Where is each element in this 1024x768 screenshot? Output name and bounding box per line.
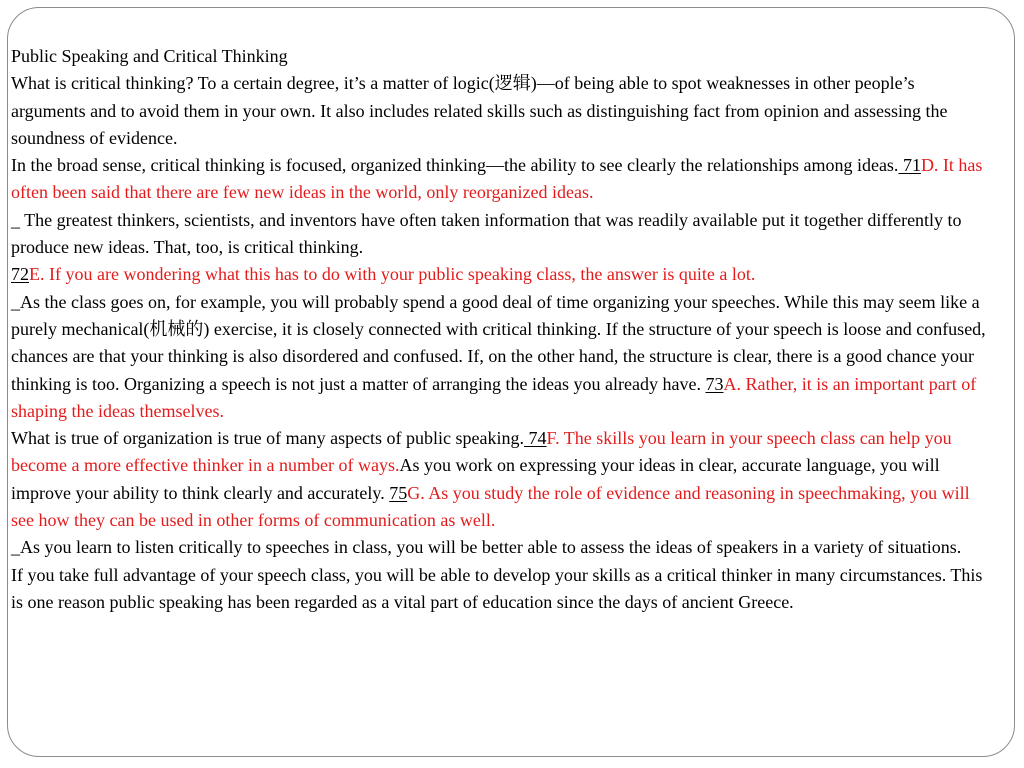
blank-73: 73 [705,373,724,394]
answer-74: F. The skills you learn in your speech class can help you become a more effective thinker in a number of ways. [11,428,952,476]
paragraph-7-text: As you learn to listen critically to speeches in class, you will be better able to assess the ideas of speakers in a variety of situations. [20,537,962,558]
answer-75: G. As you study the role of evidence and reasoning in speechmaking, you will see how they can be used in other forms of communication as well. [11,482,970,531]
paragraph-2 [11,152,986,207]
blank-marker: _ [11,537,20,558]
paragraph-1 [11,70,986,152]
paragraph-6-text: What is true of organization is true of many aspects of public speaking. [11,428,525,449]
blank-marker: _ [11,291,20,312]
blank-74: 74 [524,428,547,449]
blank-75: 75 [389,482,408,503]
paragraph-4 [11,261,986,288]
answer-72: E. If you are wondering what this has to do with your public speaking class, the answer is quite a lot. [29,264,756,285]
paragraph-5 [11,289,986,425]
paragraph-2-text: In the broad sense, critical thinking is focused, organized thinking—the ability to see clearly the relationships among ideas. [11,155,899,176]
passage-title: Public Speaking and Critical Thinking [11,46,288,66]
answer-71: D. It has often been said that there are few new ideas in the world, only reorganized ideas. [11,155,983,203]
paragraph-3 [11,207,986,262]
paragraph-7 [11,534,986,561]
paragraph-6 [11,425,986,534]
passage [11,43,986,616]
blank-marker: _ [11,209,20,230]
paragraph-5-text: As the class goes on, for example, you will probably spend a good deal of time organizing your speeches. While this may seem like a purely mechanical(机械的) exercise, it is closely connected with critical thinking. If the structure of your speech is loose and confused, chances are that your thinking is also disordered and confused. If, on the other hand, the structure is clear, there is a good chance your thinking is too. Organizing a speech is not just a matter of arranging the ideas you already have. [11,291,986,394]
paragraph-3-text: The greatest thinkers, scientists, and inventors have often taken information that was readily available put it together differently to produce new ideas. That, too, is critical thinking. [11,209,962,258]
paragraph-8 [11,562,986,617]
paragraph-6-text-2: As you work on expressing your ideas in clear, accurate language, you will improve your ability to think clearly and accurately. [11,455,940,503]
blank-71: 71 [898,155,921,176]
answer-73: A. Rather, it is an important part of shaping the ideas themselves. [11,373,977,421]
paragraph-8-text: If you take full advantage of your speech class, you will be able to develop your skills as a critical thinker in many circumstances. This is one reason public speaking has been regarded as a vital part of education since the days of ancient Greece. [11,564,983,612]
blank-72: 72 [11,264,29,285]
paragraph-1-text: What is critical thinking? To a certain degree, it’s a matter of logic(逻辑)—of being able to spot weaknesses in other people’s arguments and to avoid them in your own. It also includes related skills such as distinguishing fact from opinion and assessing the soundness of evidence. [11,73,948,148]
